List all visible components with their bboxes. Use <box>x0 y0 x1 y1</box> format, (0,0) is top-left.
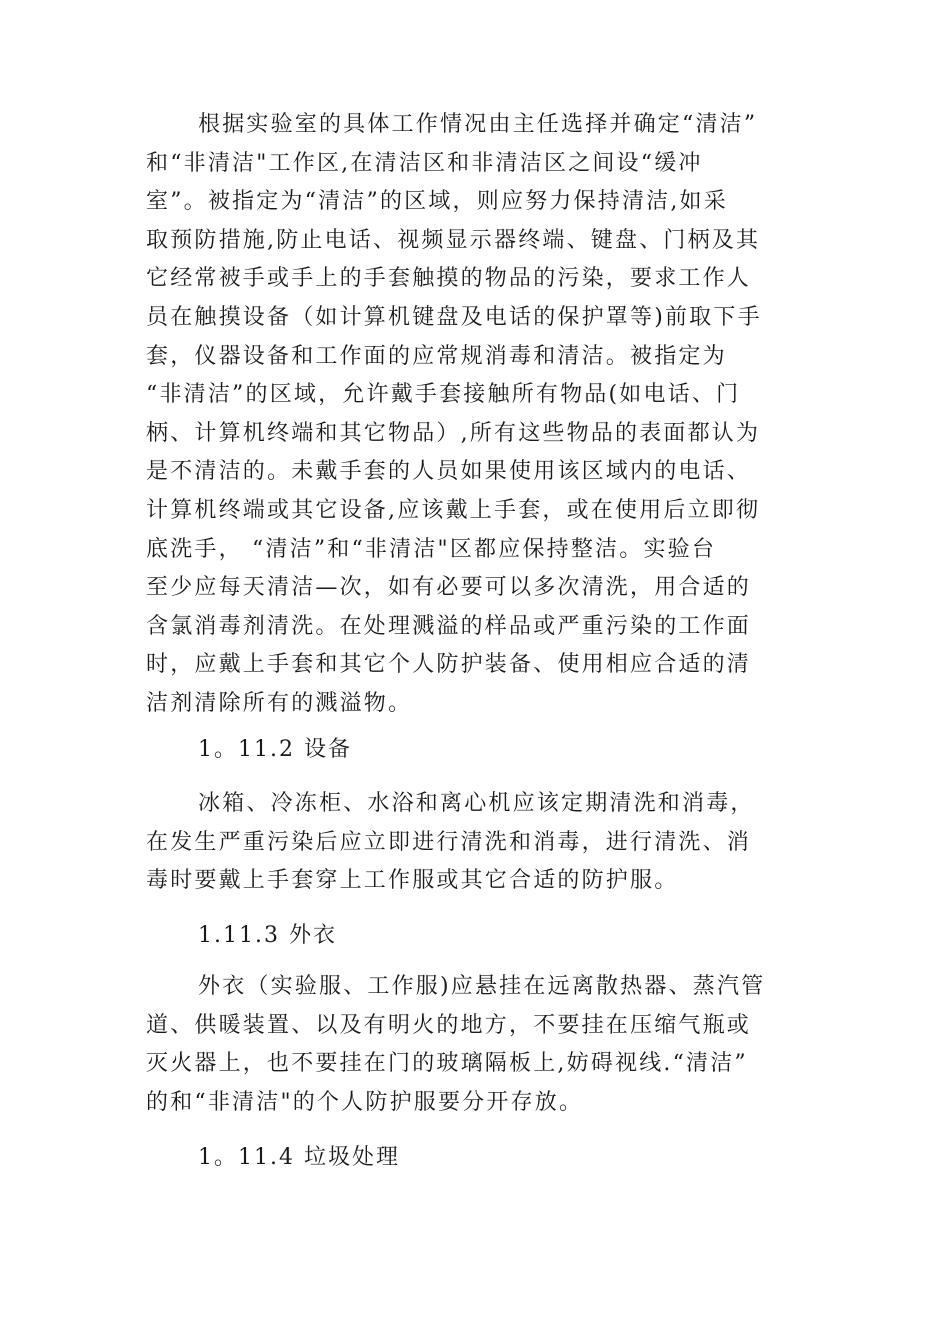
paragraph-line: 是不清洁的。未戴手套的人员如果使用该区域内的电话、 <box>146 459 752 485</box>
paragraph-line: 根据实验室的具体工作情况由主任选择并确定“清洁” <box>198 112 758 137</box>
paragraph-line: 底洗手， “清洁”和“非清洁"区都应保持整洁。实验台 <box>146 536 717 562</box>
paragraph-line: 冰箱、冷冻柜、水浴和离心机应该定期清洗和消毒， <box>198 791 755 816</box>
paragraph-line: 道、供暖装置、以及有明火的地方，不要挂在压缩气瓶或 <box>146 1012 752 1038</box>
paragraph-line: 和“非清洁"工作区,在清洁区和非清洁区之间设“缓冲 <box>146 150 703 176</box>
paragraph-equipment <box>146 785 836 901</box>
paragraph-line: 计算机终端或其它设备,应该戴上手套，或在使用后立即彻 <box>146 497 761 523</box>
paragraph-line: “非清洁”的区域，允许戴手套接触所有物品(如电话、门 <box>146 382 741 408</box>
section-heading-waste-disposal: 1。11.4 垃圾处理 <box>198 1145 400 1170</box>
paragraph-line: 灭火器上，也不要挂在门的玻璃隔板上,妨碍视线.“清洁” <box>146 1051 748 1077</box>
paragraph-line: 在发生严重污染后应立即进行清洗和消毒，进行清洗、消 <box>146 829 752 855</box>
paragraph-line: 毒时要戴上手套穿上工作服或其它合适的防护服。 <box>146 868 679 894</box>
paragraph-line: 室”。被指定为“清洁”的区域，则应努力保持清洁,如采 <box>146 189 728 215</box>
paragraph-line: 取预防措施,防止电话、视频显示器终端、键盘、门柄及其 <box>146 227 761 253</box>
paragraph-line: 它经常被手或手上的手套触摸的物品的污染，要求工作人 <box>146 266 752 292</box>
paragraph-line: 柄、计算机终端和其它物品）,所有这些物品的表面都认为 <box>146 420 761 446</box>
paragraph-line: 洁剂清除所有的溅溢物。 <box>146 690 413 716</box>
paragraph-line: 时，应戴上手套和其它个人防护装备、使用相应合适的清 <box>146 652 752 678</box>
section-heading-equipment: 1。11.2 设备 <box>198 737 352 762</box>
paragraph-clean-areas <box>146 106 836 724</box>
paragraph-line: 员在触摸设备（如计算机键盘及电话的保护罩等)前取下手 <box>146 304 762 330</box>
paragraph-line: 含氯消毒剂清洗。在处理溅溢的样品或严重污染的工作面 <box>146 613 752 639</box>
paragraph-line: 套，仪器设备和工作面的应常规消毒和清洁。被指定为 <box>146 343 727 369</box>
paragraph-outerwear <box>146 968 836 1122</box>
paragraph-line: 至少应每天清洁—次，如有必要可以多次清洗，用合适的 <box>146 575 752 601</box>
paragraph-line: 外衣（实验服、工作服)应悬挂在远离散热器、蒸汽管 <box>198 974 766 999</box>
section-heading-outerwear: 1.11.3 外衣 <box>198 923 337 948</box>
paragraph-line: 的和“非清洁"的个人防护服要分开存放。 <box>146 1089 584 1115</box>
